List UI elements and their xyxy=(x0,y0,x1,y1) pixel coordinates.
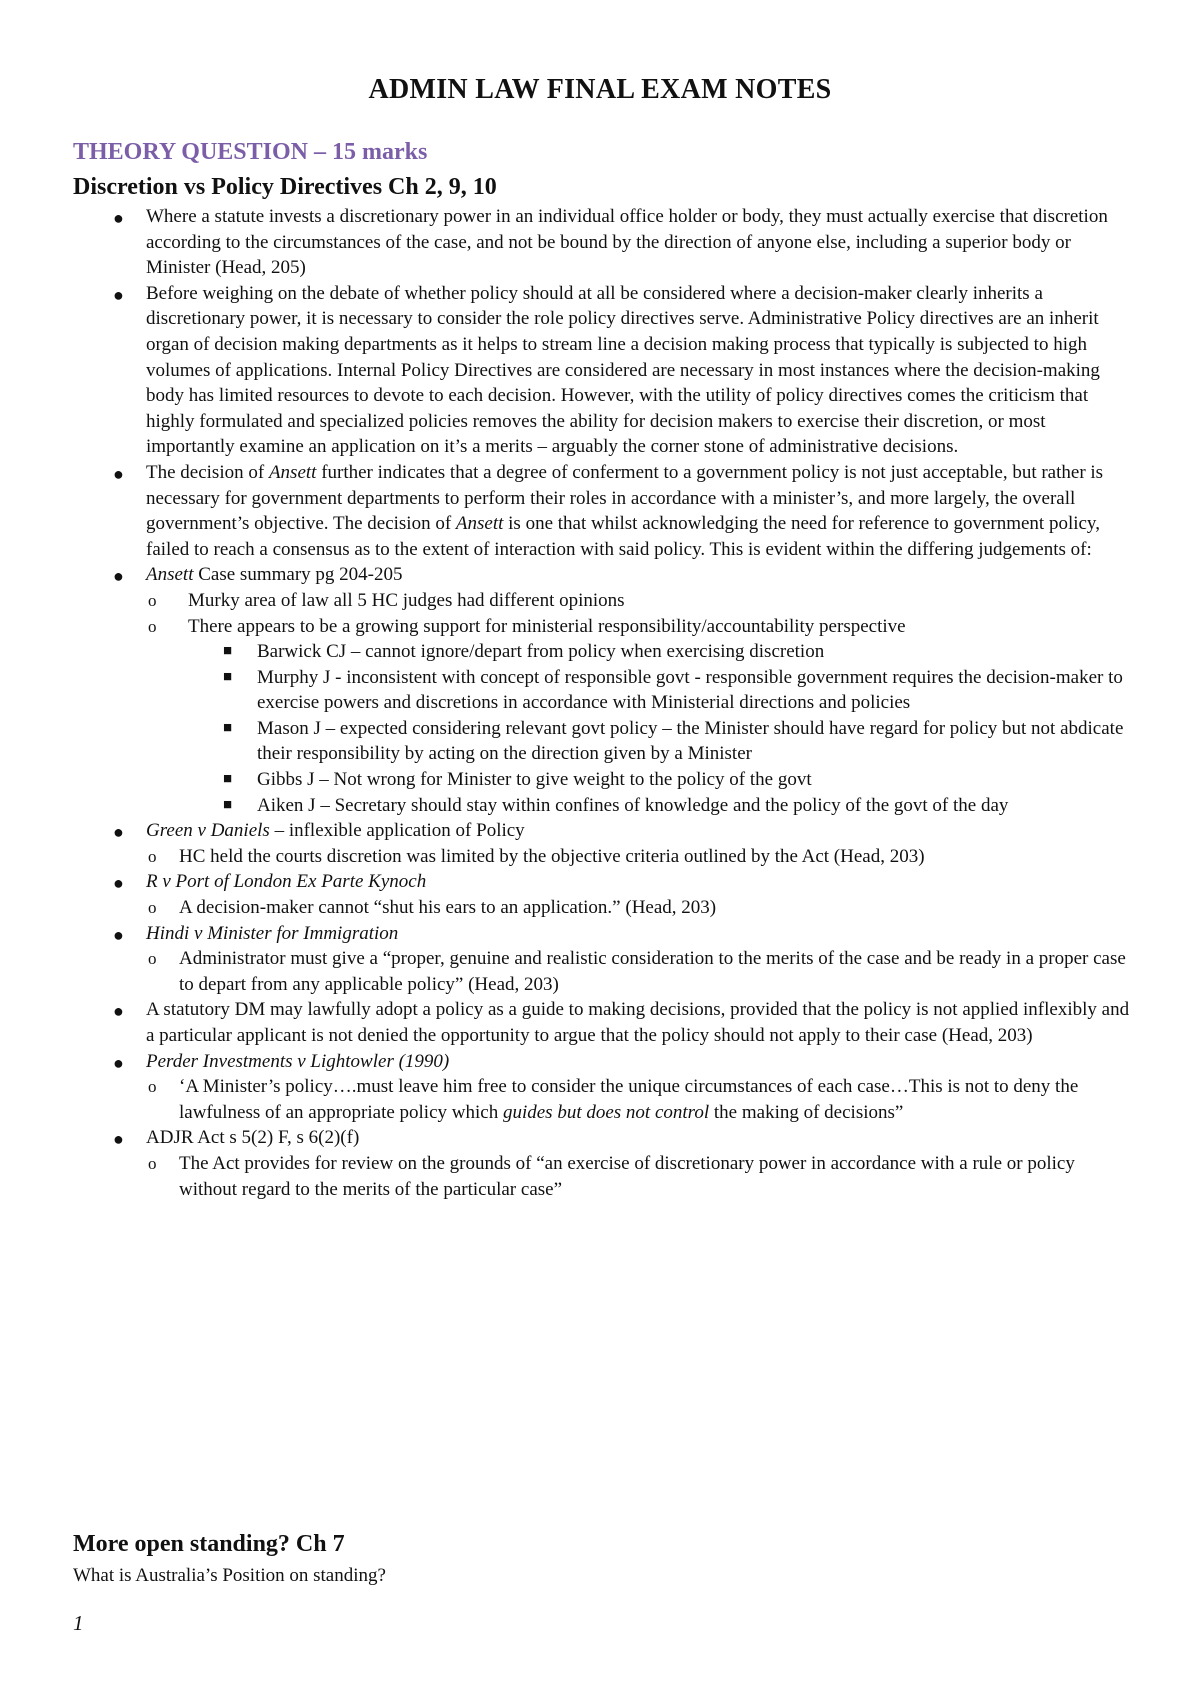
sub-list-item xyxy=(148,1074,1133,1125)
page-number: 1 xyxy=(73,1611,84,1635)
list-item xyxy=(73,1049,1133,1126)
case-name: Green v Daniels xyxy=(146,820,270,842)
judge-text: Barwick CJ – cannot ignore/depart from policy when exercising discretion xyxy=(257,641,825,663)
sub-bullet-text: Administrator must give a “proper, genuine and realistic consideration to the merits of the case and be ready in a proper case to depart from any applicable policy” (Head, 203) xyxy=(179,948,1126,995)
list-item xyxy=(73,204,1133,281)
bullet-dot-icon: ● xyxy=(113,1052,124,1073)
bullet-square-icon: ■ xyxy=(223,771,233,788)
section-heading: THEORY QUESTION – 15 marks xyxy=(73,139,428,165)
bullet-text: The decision of xyxy=(146,461,269,483)
bullet-dot-icon: ● xyxy=(113,1129,124,1150)
bullet-o-icon: o xyxy=(148,590,157,610)
list-item xyxy=(73,281,1133,460)
judge-text: Gibbs J – Not wrong for Minister to give weight to the policy of the govt xyxy=(257,769,812,791)
bullet-dot-icon: ● xyxy=(113,873,124,894)
judge-item xyxy=(223,793,1133,819)
judges-list xyxy=(223,639,1133,818)
judge-text: Aiken J – Secretary should stay within confines of knowledge and the policy of the govt of the day xyxy=(257,794,1009,816)
sub-bullet-text: the making of decisions” xyxy=(709,1101,904,1123)
bullet-square-icon: ■ xyxy=(223,668,233,685)
sub-bullet-text: Murky area of law all 5 HC judges had different opinions xyxy=(188,589,625,611)
judge-text: Mason J – expected considering relevant govt policy – the Minister should have regard for policy but not abdicate their responsibility by acting on the direction given by a Minister xyxy=(257,717,1124,765)
bullet-o-icon: o xyxy=(148,846,157,866)
bullet-dot-icon: ● xyxy=(113,924,124,945)
judge-item xyxy=(223,716,1133,767)
notes-content xyxy=(73,204,1133,1202)
bullet-list xyxy=(73,204,1133,1202)
sub-list-item xyxy=(148,844,1133,870)
bullet-square-icon: ■ xyxy=(223,796,233,813)
emphasis-text: guides but does not control xyxy=(502,1101,710,1123)
sub-list-item xyxy=(148,588,1133,614)
bullet-o-icon: o xyxy=(148,616,157,636)
list-item xyxy=(73,997,1133,1048)
case-name: Perder Investments v Lightowler (1990) xyxy=(146,1050,450,1072)
bullet-dot-icon: ● xyxy=(113,463,124,484)
sub-list xyxy=(150,895,1133,921)
bullet-text: ADJR Act s 5(2) F, s 6(2)(f) xyxy=(146,1127,360,1149)
bullet-text: – inflexible application of Policy xyxy=(269,820,525,842)
sub-list xyxy=(150,588,1133,818)
sub-bullet-text: ‘A Minister’s policy….must leave him free to consider the unique circumstances of each case…This is not to deny the lawfulness of an appropriate policy which xyxy=(179,1076,1079,1123)
bullet-dot-icon: ● xyxy=(113,1001,124,1022)
bullet-o-icon: o xyxy=(148,1153,157,1173)
sub-list xyxy=(150,1074,1133,1125)
list-item xyxy=(73,562,1133,818)
bullet-square-icon: ■ xyxy=(223,643,233,660)
bullet-text: further indicates that a degree of conferment to a government policy is not just acceptable, but rather is necessary for government departments to perform their roles in accordance with a minister’s, and more largely, the overall government’s objective. The decision of xyxy=(146,461,1104,535)
sub-list-item xyxy=(148,1151,1133,1202)
bullet-o-icon: o xyxy=(148,1077,157,1097)
standing-heading: More open standing? Ch 7 xyxy=(73,1531,345,1557)
judge-item xyxy=(223,767,1133,793)
sub-heading: Discretion vs Policy Directives Ch 2, 9, 10 xyxy=(73,174,497,200)
sub-bullet-text: There appears to be a growing support for ministerial responsibility/accountability perspective xyxy=(188,615,906,637)
standing-question: What is Australia’s Position on standing? xyxy=(73,1565,386,1586)
sub-list-item xyxy=(148,895,1133,921)
bullet-text: Where a statute invests a discretionary power in an individual office holder or body, they must actually exercise that discretion according to the circumstances of the case, and not be bound by the direction of anyone else, including a superior body or Minister (Head, 205) xyxy=(146,206,1108,279)
bullet-o-icon: o xyxy=(148,898,157,918)
bullet-dot-icon: ● xyxy=(113,208,124,228)
sub-bullet-text: The Act provides for review on the grounds of “an exercise of discretionary power in accordance with a rule or policy without regard to the merits of the particular case” xyxy=(179,1152,1075,1200)
sub-bullet-text: HC held the courts discretion was limited by the objective criteria outlined by the Act (Head, 203) xyxy=(179,845,925,867)
case-name: R v Port of London Ex Parte Kynoch xyxy=(146,871,427,893)
bullet-text: Before weighing on the debate of whether policy should at all be considered where a decision-maker clearly inherits a discretionary power, it is necessary to consider the role policy directives serve. Administrative Policy directives are an inherit organ of decision making departments as it helps to stream line a decision making process that typically is subjected to high volumes of applications. Internal Policy Directives are considered are necessary in most instances where the decision-making body has limited resources to devote to each decision. However, with the utility of policy directives comes the criticism that highly formulated and specialized policies removes the ability for decision makers to exercise their discretion, or most importantly examine an application on it’s a merits – arguably the corner stone of administrative decisions. xyxy=(146,282,1100,458)
sub-list-item xyxy=(148,946,1133,997)
bullet-square-icon: ■ xyxy=(223,719,233,736)
judge-text: Murphy J - inconsistent with concept of responsible govt - responsible government requires the decision-maker to exercise powers and discretions in accordance with Ministerial directions and policies xyxy=(257,666,1123,714)
sub-list xyxy=(150,1151,1133,1202)
bullet-o-icon: o xyxy=(148,949,157,969)
bullet-text: A statutory DM may lawfully adopt a policy as a guide to making decisions, provided that the policy is not applied inflexibly and a particular applicant is not denied the opportunity to argue that the policy should not apply to their case (Head, 203) xyxy=(146,999,1130,1046)
bullet-text: Case summary pg 204-205 xyxy=(193,564,403,586)
judge-item xyxy=(223,639,1133,665)
sub-list xyxy=(150,844,1133,870)
case-name: Ansett xyxy=(455,513,504,535)
bullet-dot-icon: ● xyxy=(113,284,124,305)
document-title: ADMIN LAW FINAL EXAM NOTES xyxy=(368,74,832,105)
bullet-dot-icon: ● xyxy=(113,822,124,843)
list-item xyxy=(73,1125,1133,1202)
case-name: Hindi v Minister for Immigration xyxy=(146,922,399,944)
case-name: Ansett xyxy=(146,564,194,586)
bullet-text: is one that whilst acknowledging the need for reference to government policy, failed to reach a consensus as to the extent of interaction with said policy. This is evident within the differing judgements of: xyxy=(146,513,1100,560)
list-item xyxy=(73,921,1133,998)
list-item xyxy=(73,869,1133,920)
sub-list-item xyxy=(148,614,1133,819)
judge-item xyxy=(223,665,1133,716)
list-item xyxy=(73,460,1133,562)
case-name: Ansett xyxy=(268,461,317,483)
sub-bullet-text: A decision-maker cannot “shut his ears to an application.” (Head, 203) xyxy=(179,897,717,919)
bullet-dot-icon: ● xyxy=(113,566,124,587)
sub-list xyxy=(150,946,1133,997)
list-item xyxy=(73,818,1133,869)
